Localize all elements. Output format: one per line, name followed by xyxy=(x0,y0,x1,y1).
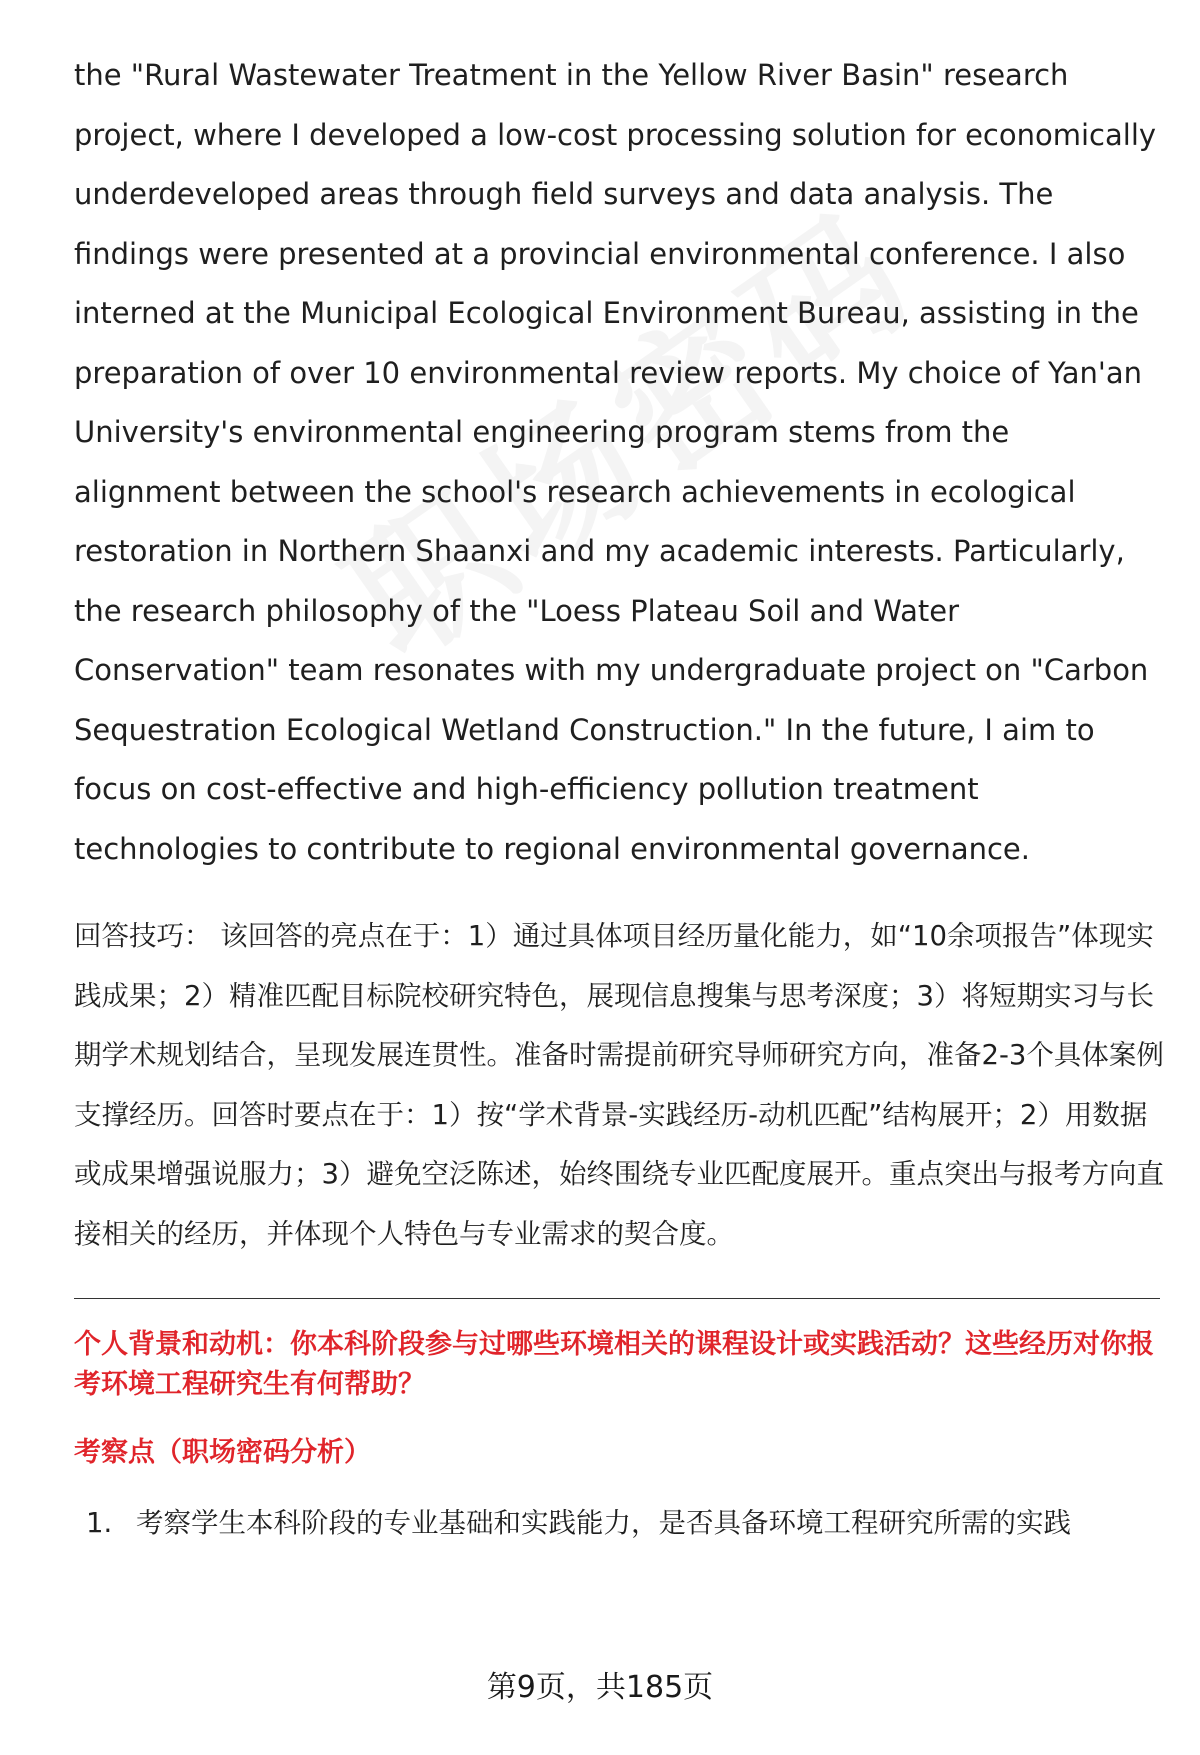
english-answer-paragraph: the "Rural Wastewater Treatment in the Yellow River Basin" research project, where I developed a low-cost processing solution for economically underdeveloped areas through field surveys and data analysis. The findings were presented at a provincial environmental conference. I also interned at the Municipal Ecological Environment Bureau, assisting in the preparation of over 10 environmental review reports. My choice of Yan'an University's environmental engineering program stems from the alignment between the school's research achievements in ecological restoration in Northern Shaanxi and my academic interests. Particularly, the research philosophy of the "Loess Plateau Soil and Water Conservation" team resonates with my undergraduate project on "Carbon Sequestration Ecological Wetland Construction." In the future, I aim to focus on cost-effective and high-efficiency pollution treatment technologies to contribute to regional environmental governance. xyxy=(74,58,1157,866)
tips-text: 该回答的亮点在于：1）通过具体项目经历量化能力，如“10余项报告”体现实践成果；2）精准匹配目标院校研究特色，展现信息搜集与思考深度；3）将短期实习与长期学术规划结合，呈现发展连贯性。准备时需提前研究导师研究方向，准备2-3个具体案例支撑经历。回答时要点在于：1）按“学术背景-实践经历-动机匹配”结构展开；2）用数据或成果增强说服力；3）避免空泛陈述，始终围绕专业匹配度展开。重点突出与报考方向直接相关的经历，并体现个人特色与专业需求的契合度。 xyxy=(74,920,1164,1250)
list-item-text: 考察学生本科阶段的专业基础和实践能力，是否具备环境工程研究所需的实践 xyxy=(136,1507,1071,1539)
section-divider xyxy=(74,1298,1160,1299)
assessment-list xyxy=(74,1503,1164,1543)
tips-label: 回答技巧： xyxy=(74,920,212,952)
answer-tips xyxy=(74,907,1164,1264)
page-number-footer: 第9页，共185页 xyxy=(486,1670,714,1705)
list-item xyxy=(74,1503,1164,1543)
list-item-number: 1. xyxy=(86,1507,113,1539)
question-heading: 个人背景和动机：你本科阶段参与过哪些环境相关的课程设计或实践活动？这些经历对你报考环境工程研究生有何帮助？ xyxy=(74,1329,1154,1400)
assessment-points-heading: 考察点（职场密码分析） xyxy=(74,1437,371,1468)
page-content xyxy=(74,46,1164,1543)
